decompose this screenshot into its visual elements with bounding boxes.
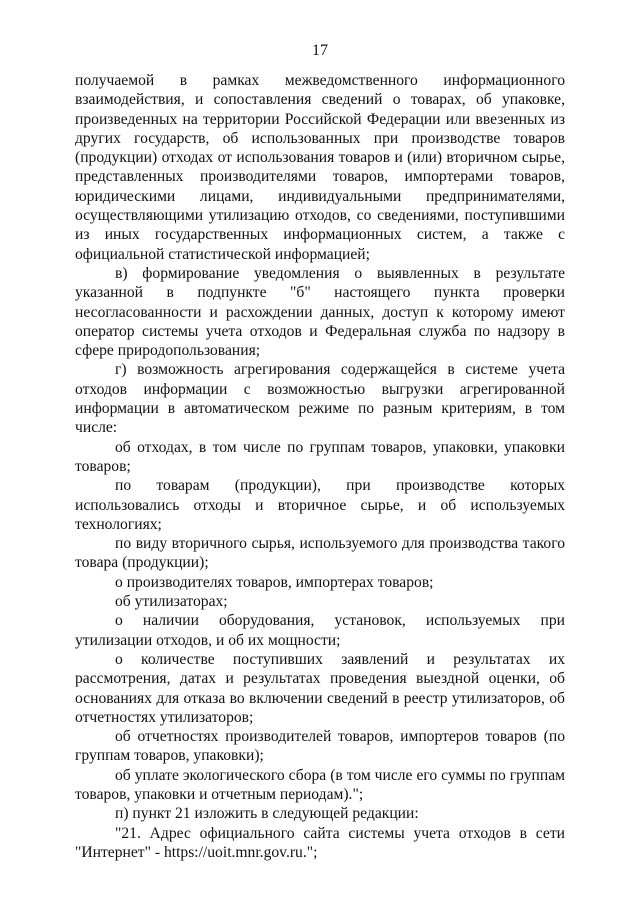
paragraph: о количестве поступивших заявлений и результатах их рассмотрения, датах и результатах проведения выездной оценки, об основаниях для отказа во включении сведений в реестр утилизаторов, об отчетностях утилизаторов;	[75, 650, 565, 726]
paragraph: об отчетностях производителей товаров, импортеров товаров (по группам товаров, упаковки);	[75, 728, 565, 765]
paragraph: в) формирование уведомления о выявленных в результате указанной в подпункте "б" настоящего пункта проверки несогласованности и расхождении данных, доступ к которому имеют оператор системы учета отходов и Федеральная служба по надзору в сфере природопользования;	[75, 264, 565, 360]
paragraph: о наличии оборудования, установок, используемых при утилизации отходов, и об их мощности;	[75, 612, 565, 649]
paragraph: п) пункт 21 изложить в следующей редакции:	[115, 805, 419, 823]
paragraph: о производителях товаров, импортерах товаров;	[115, 573, 434, 591]
paragraph: об утилизаторах;	[115, 593, 228, 611]
page-number: 17	[312, 42, 328, 59]
paragraph: по виду вторичного сырья, используемого для производства такого товара (продукции);	[75, 535, 565, 572]
paragraph: "21. Адрес официального сайта системы учета отходов в сети "Интернет" - https://uoit.mnr.gov.ru.";	[75, 824, 565, 861]
paragraph: г) возможность агрегирования содержащейся в системе учета отходов информации с возможностью выгрузки агрегированной информации в автоматическом режиме по разным критериям, в том числе:	[75, 361, 565, 437]
paragraph: получаемой в рамках межведомственного информационного взаимодействия, и сопоставления сведений о товарах, об упаковке, произведенных на территории Российской Федерации или ввезенных из других государств, об использованных при производстве товаров (продукции) отходах от использования товаров и (или) вторичном сырье, представленных производителями товаров, импортерами товаров, юридическими лицами, индивидуальными предпринимателями, осуществляющими утилизацию отходов, со сведениями, поступившими из иных государственных информационных систем, а также с официальной статистической информацией;	[75, 72, 565, 263]
document-body	[75, 71, 565, 862]
paragraph: об отходах, в том числе по группам товаров, упаковки, упаковки товаров;	[75, 438, 565, 475]
paragraph: об уплате экологического сбора (в том числе его суммы по группам товаров, упаковки и отчетным периодам).";	[75, 766, 565, 803]
paragraph: по товарам (продукции), при производстве которых использовались отходы и вторичное сырье, и об используемых технологиях;	[75, 477, 565, 533]
